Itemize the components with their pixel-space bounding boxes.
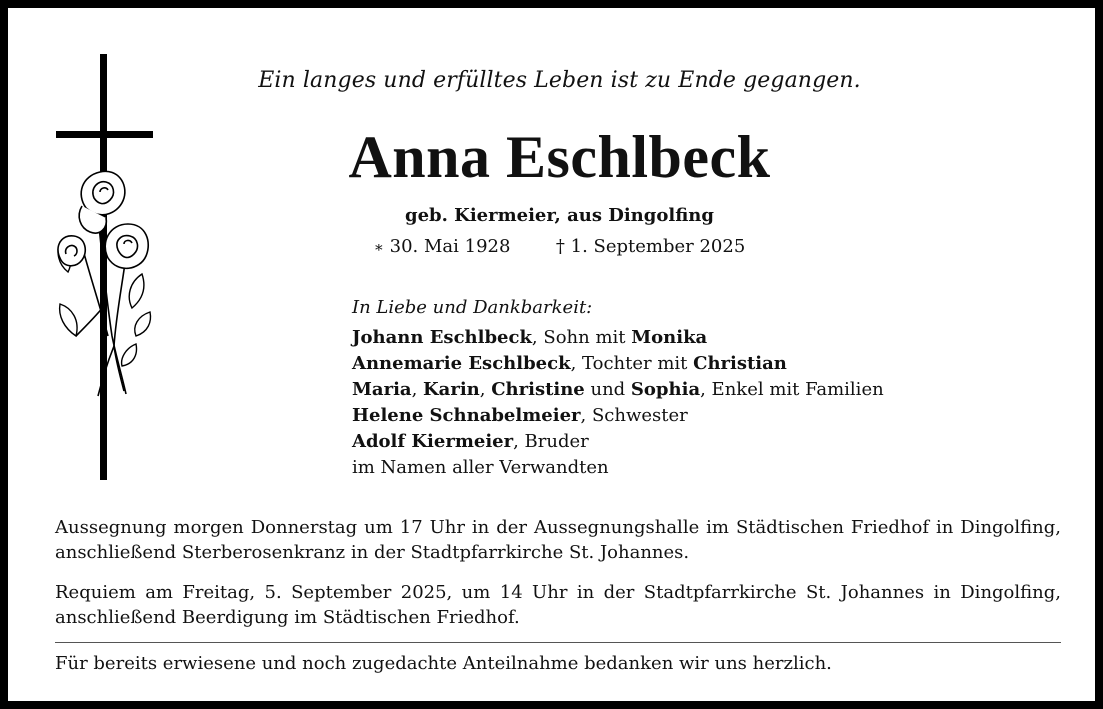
deceased-name: Anna Eschlbeck bbox=[348, 124, 771, 190]
mourner-name: Johann Eschlbeck bbox=[352, 327, 532, 348]
grandchild-name: Christine bbox=[491, 379, 585, 400]
grandchild-name: Sophia bbox=[630, 379, 701, 400]
mourners-intro: In Liebe und Dankbarkeit: bbox=[352, 297, 593, 318]
mourner-line: Maria, Karin, Christine und Sophia, Enkel mit Familien bbox=[352, 379, 884, 400]
cross-with-roses-icon bbox=[46, 46, 166, 486]
mourner-line: Helene Schnabelmeier, Schwester bbox=[352, 405, 688, 426]
mourners-list bbox=[352, 295, 884, 481]
grandchild-name: Maria bbox=[352, 379, 412, 400]
mourner-name: Annemarie Eschlbeck bbox=[352, 353, 571, 374]
grandchild-name: Karin bbox=[423, 379, 480, 400]
thanks-line: Für bereits erwiesene und noch zugedachte Anteilnahme bedanken wir uns herzlich. bbox=[55, 653, 832, 674]
mourner-name: Helene Schnabelmeier bbox=[352, 405, 581, 426]
death-symbol: † bbox=[555, 236, 565, 257]
life-dates bbox=[8, 236, 1103, 257]
mourner-name: Adolf Kiermeier bbox=[352, 431, 514, 452]
mourner-line: Adolf Kiermeier, Bruder bbox=[352, 431, 589, 452]
requiem-notice: Requiem am Freitag, 5. September 2025, um 14 Uhr in der Stadtpfarrkirche St. Johannes in Dingolfing, anschließend Beerdigung im Städtischen Friedhof. bbox=[55, 582, 1061, 628]
mourner-partner: Monika bbox=[631, 327, 708, 348]
birth-date: 30. Mai 1928 bbox=[389, 236, 511, 257]
birth-info: geb. Kiermeier, aus Dingolfing bbox=[405, 205, 714, 226]
mourner-line: Annemarie Eschlbeck, Tochter mit Christian bbox=[352, 353, 787, 374]
birth-symbol: ∗ bbox=[373, 238, 384, 256]
mourner-line: Johann Eschlbeck, Sohn mit Monika bbox=[352, 327, 708, 348]
headline: Ein langes und erfülltes Leben ist zu Ende gegangen. bbox=[258, 68, 861, 93]
mourner-line: im Namen aller Verwandten bbox=[352, 457, 609, 478]
blessing-notice: Aussegnung morgen Donnerstag um 17 Uhr in der Aussegnungshalle im Städtischen Friedhof in Dingolfing, anschließend Sterberosenkranz in der Stadtpfarrkirche St. Johannes. bbox=[55, 517, 1061, 563]
divider bbox=[55, 642, 1061, 643]
mourner-partner: Christian bbox=[693, 353, 787, 374]
death-date: 1. September 2025 bbox=[570, 236, 746, 257]
